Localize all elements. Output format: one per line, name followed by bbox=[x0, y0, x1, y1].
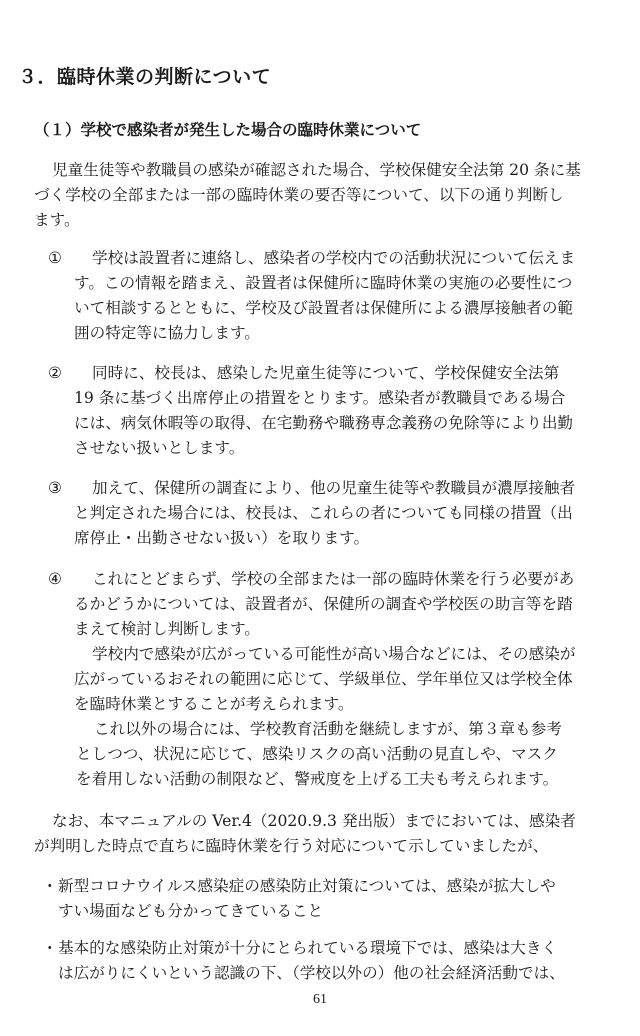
bullet-line: 基本的な感染防止対策が十分にとられている環境下では、感染は大きく bbox=[58, 939, 558, 957]
note-line: なお、本マニュアルの Ver.4（2020.9.3 発出版）までにおいては、感染者 bbox=[52, 812, 576, 830]
item-number: ② bbox=[48, 364, 62, 382]
item-line: 席停止・出勤させない扱い）を取ります。 bbox=[74, 529, 370, 547]
item-line: るかどうかについては、設置者が、保健所の調査や学校医の助言等を踏 bbox=[74, 595, 573, 613]
item-line: と判定された場合には、校長は、これらの者についても同様の措置（出 bbox=[74, 504, 573, 522]
item-line: 囲の特定等に協力します。 bbox=[74, 324, 260, 342]
item-line: 19 条に基づく出席停止の措置をとります。感染者が教職員である場合 bbox=[74, 389, 566, 407]
item-number: ③ bbox=[48, 479, 62, 497]
section-heading: ３．臨時休業の判断について bbox=[18, 66, 272, 88]
note-line: が判明した時点で直ちに臨時休業を行う対応について示していましたが、 bbox=[34, 837, 549, 855]
intro-line: 児童生徒等や教職員の感染が確認された場合、学校保健安全法第 20 条に基 bbox=[52, 161, 581, 179]
item-line: これにとどまらず、学校の全部または一部の臨時休業を行う必要があ bbox=[92, 570, 575, 588]
bullet-marker: ・ bbox=[42, 877, 58, 895]
item-line: まえて検討し判断します。 bbox=[74, 620, 260, 638]
item-line: いて相談するとともに、学校及び設置者は保健所による濃厚接触者の範 bbox=[74, 299, 574, 317]
item-line: 広がっているおそれの範囲に応じて、学級単位、学年単位又は学校全体 bbox=[74, 670, 573, 688]
bullet-marker: ・ bbox=[42, 939, 58, 957]
item-line: す。この情報を踏まえ、設置者は保健所に臨時休業の実施の必要性につ bbox=[74, 274, 573, 292]
subsection-heading: （１）学校で感染者が発生した場合の臨時休業について bbox=[34, 121, 422, 139]
bullet-line: すい場面なども分かってきていること bbox=[58, 902, 324, 920]
item-line: させない扱いとします。 bbox=[74, 439, 245, 457]
intro-line: づく学校の全部または一部の臨時休業の要否等について、以下の通り判断し bbox=[34, 186, 564, 204]
item-line: には、病気休暇等の取得、在宅勤務や職務専念義務の免除等により出勤 bbox=[74, 414, 574, 432]
item-line: 学校内で感染が広がっている可能性が高い場合などには、その感染が bbox=[92, 645, 576, 663]
item-line: を着用しない活動の制限など、警戒度を上げる工夫も考えられます。 bbox=[76, 770, 559, 788]
page-number: 61 bbox=[313, 992, 327, 1007]
item-line: 同時に、校長は、感染した児童生徒等について、学校保健安全法第 bbox=[92, 364, 560, 382]
bullet-line: 新型コロナウイルス感染症の感染防止対策については、感染が拡大しや bbox=[58, 877, 556, 895]
item-line: を臨時休業とすることが考えられます。 bbox=[74, 695, 354, 713]
intro-line: ます。 bbox=[34, 211, 80, 229]
item-number: ④ bbox=[48, 570, 62, 588]
item-number: ① bbox=[48, 249, 62, 267]
item-line: 加えて、保健所の調査により、他の児童生徒等や教職員が濃厚接触者 bbox=[92, 479, 576, 497]
item-line: 学校は設置者に連絡し、感染者の学校内での活動状況について伝えま bbox=[92, 249, 576, 267]
item-line: これ以外の場合には、学校教育活動を継続しますが、第３章も参考 bbox=[94, 720, 562, 738]
bullet-line: は広がりにくいという認識の下、（学校以外の）他の社会経済活動では、 bbox=[58, 964, 565, 982]
item-line: としつつ、状況に応じて、感染リスクの高い活動の見直しや、マスク bbox=[76, 745, 558, 763]
